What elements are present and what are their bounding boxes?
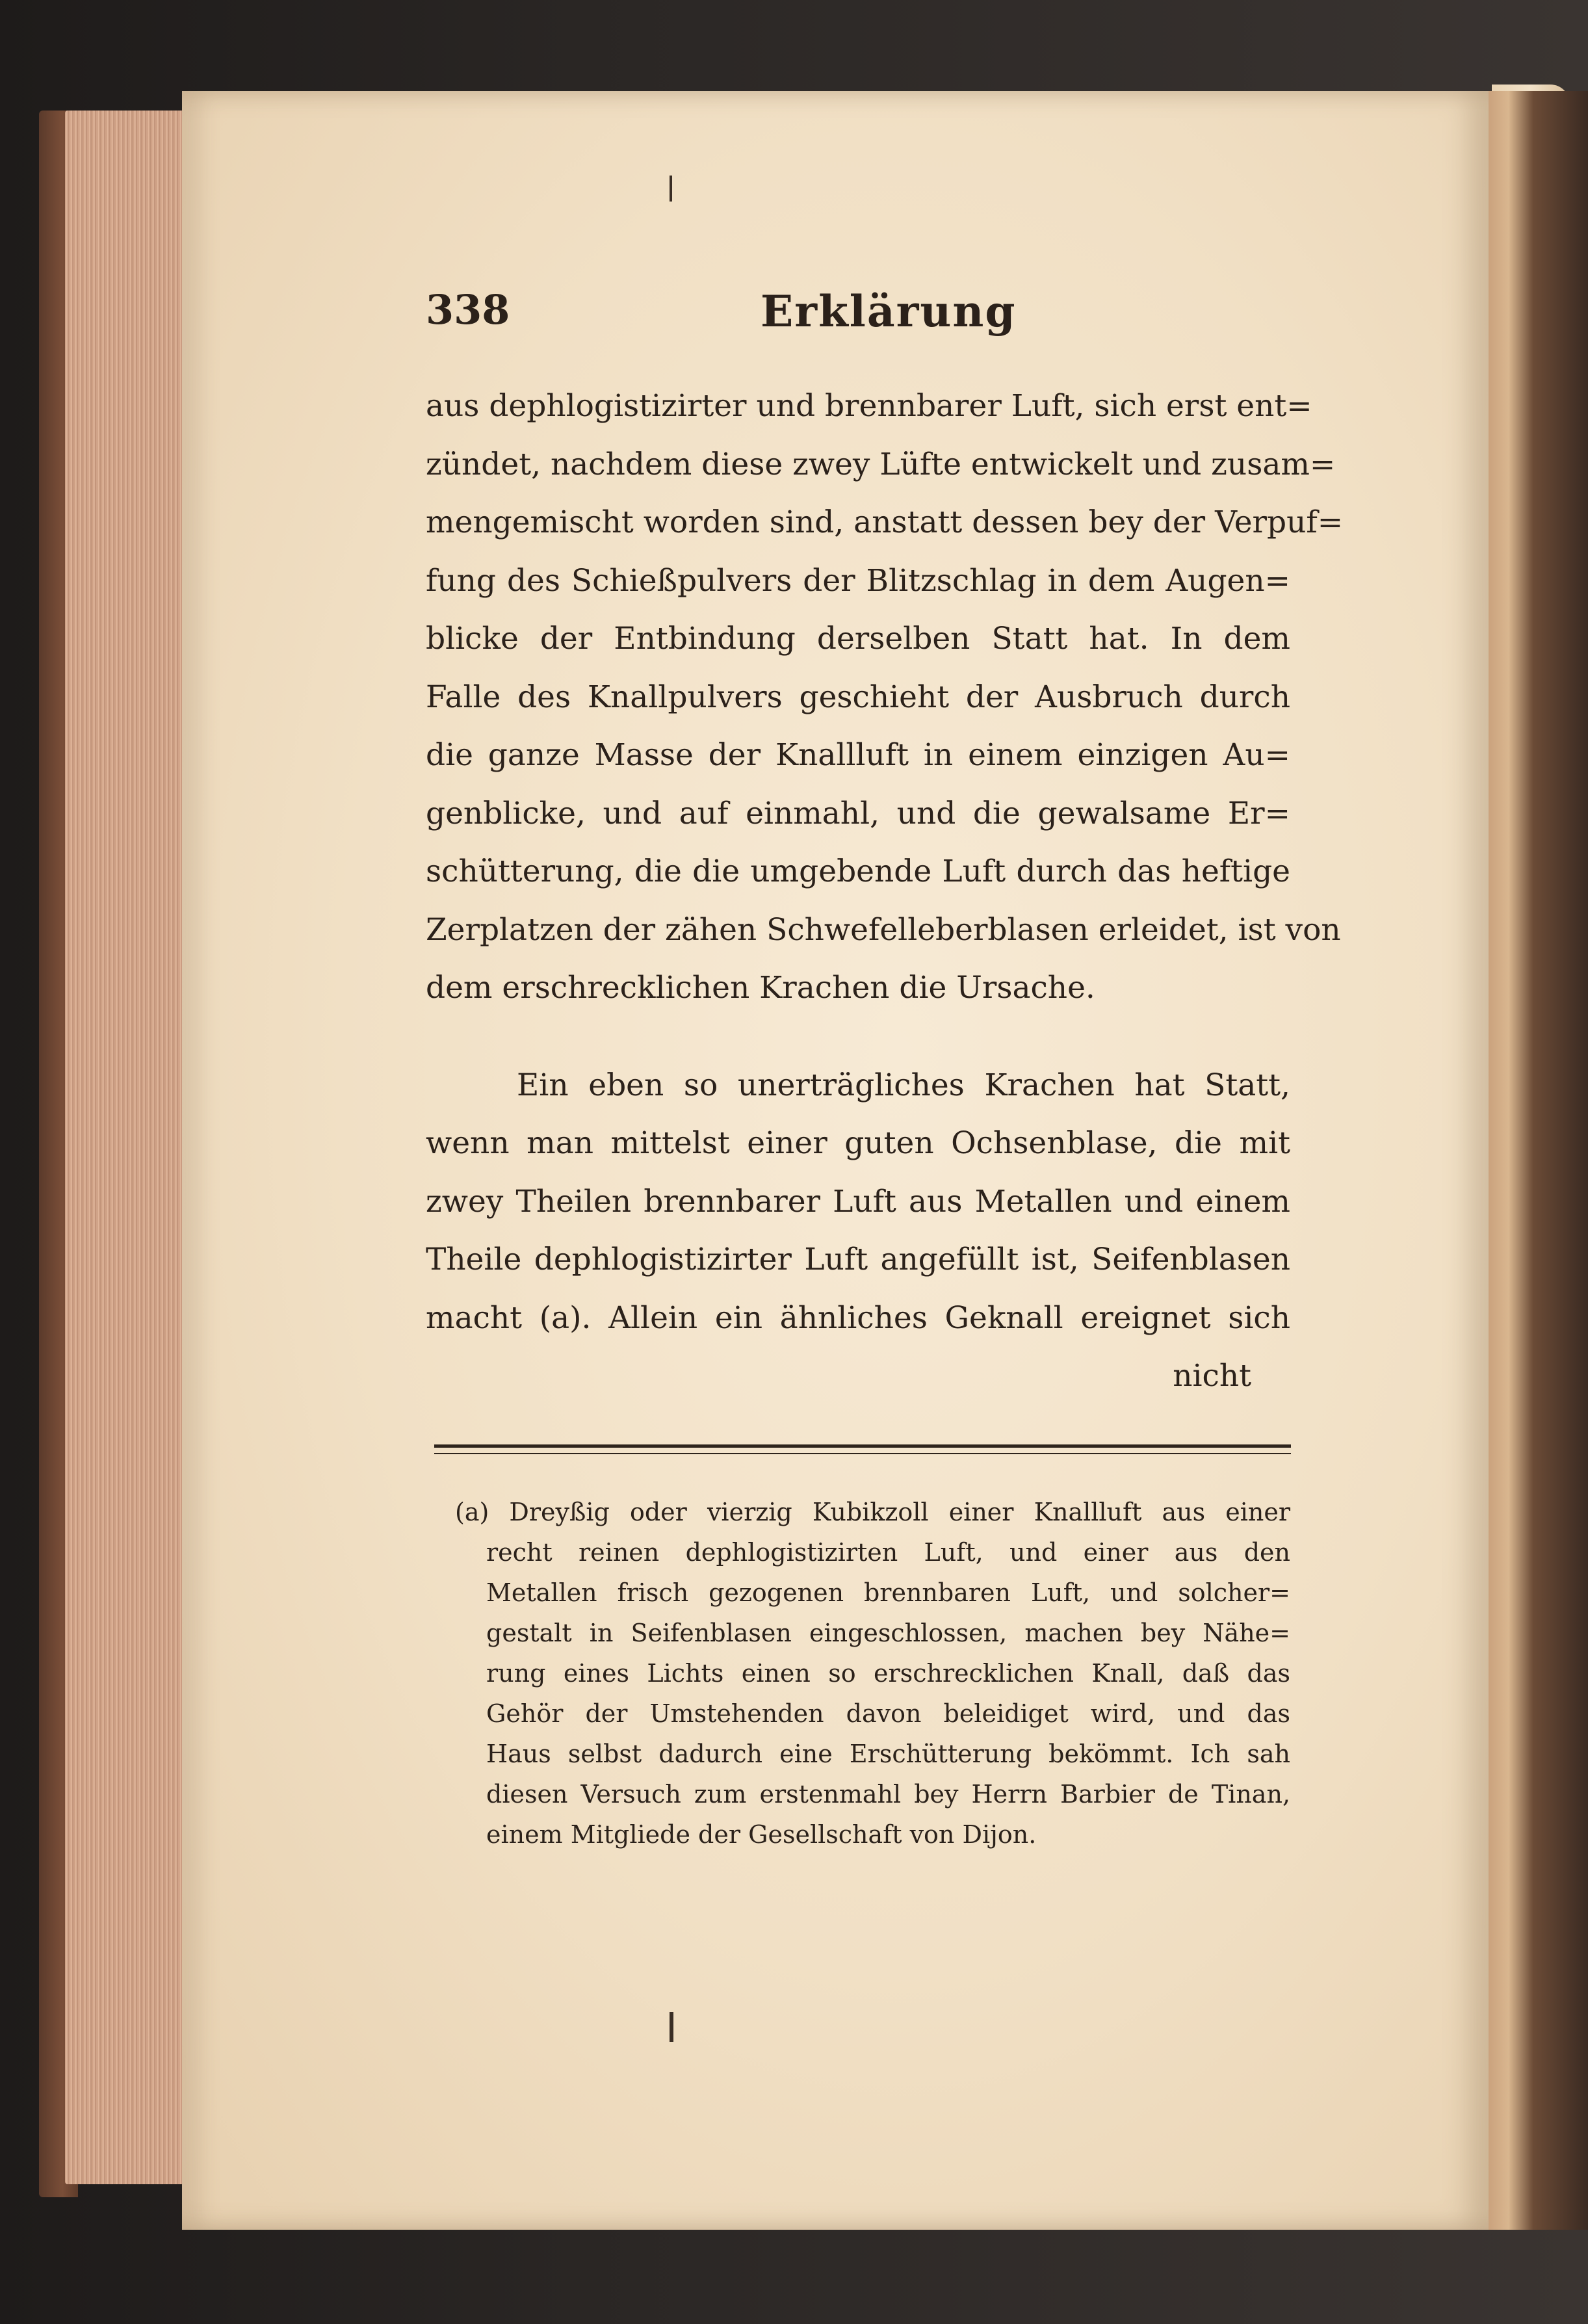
- text-line: zündet, nachdem diese zwey Lüfte entwickelt und zusam=: [426, 446, 1336, 482]
- text-line: mengemischt worden sind, anstatt dessen bey der Verpuf=: [426, 504, 1344, 540]
- text-line: genblicke, und auf einmahl, und die gewalsame Er=: [426, 795, 1290, 831]
- footnote-line: (a) Dreyßig oder vierzig Kubikzoll einer Knallluft aus einer: [455, 1498, 1290, 1526]
- ink-speck: [670, 2012, 673, 2042]
- text-line: aus dephlogistizirter und brennbarer Luft, sich erst ent=: [426, 388, 1312, 424]
- footnote-line: Gehör der Umstehenden davon beleidiget wird, und das: [486, 1699, 1290, 1728]
- footnote-line: Metallen frisch gezogenen brennbaren Luft, und solcher=: [486, 1578, 1290, 1607]
- footnote-line: diesen Versuch zum erstenmahl bey Herrn Barbier de Tinan,: [486, 1780, 1290, 1808]
- page-number: 338: [426, 286, 510, 333]
- text-line: dem erschrecklichen Krachen die Ursache.: [426, 970, 1095, 1006]
- text-line: die ganze Masse der Knallluft in einem einzigen Au=: [426, 737, 1290, 773]
- footnote-line: recht reinen dephlogistizirten Luft, und einer aus den: [486, 1538, 1290, 1567]
- footnote-line: rung eines Lichts einen so erschrecklichen Knall, daß das: [486, 1659, 1290, 1688]
- footnote-rule: [434, 1444, 1291, 1454]
- text-line: Falle des Knallpulvers geschieht der Ausbruch durch: [426, 679, 1290, 715]
- main-text: [426, 377, 1344, 1405]
- page-header: [426, 286, 1290, 345]
- catchword: nicht: [1173, 1358, 1251, 1394]
- text-line: Theile dephlogistizirter Luft angefüllt ist, Seifenblasen: [426, 1242, 1290, 1277]
- text-line: fung des Schießpulvers der Blitzschlag in dem Augen=: [426, 562, 1290, 599]
- footnote: [455, 1492, 1290, 1855]
- ink-speck: [670, 176, 672, 202]
- right-cover: [1489, 91, 1588, 2230]
- text-line: wenn man mittelst einer guten Ochsenblase, die mit: [426, 1125, 1290, 1161]
- page-edges: [65, 111, 189, 2184]
- text-line: Zerplatzen der zähen Schwefelleberblasen erleidet, ist von: [426, 911, 1341, 948]
- text-line: Ein eben so unerträgliches Krachen hat Statt,: [517, 1067, 1290, 1103]
- text-line: zwey Theilen brennbarer Luft aus Metallen und einem: [426, 1183, 1290, 1220]
- paragraph-gap: [426, 1017, 1290, 1056]
- running-title: Erklärung: [761, 286, 1017, 337]
- text-line: macht (a). Allein ein ähnliches Geknall ereignet sich: [426, 1299, 1290, 1336]
- footnote-line: einem Mitgliede der Gesellschaft von Dijon.: [486, 1820, 1037, 1849]
- footnote-line: Haus selbst dadurch eine Erschütterung bekömmt. Ich sah: [486, 1740, 1290, 1768]
- footnote-line: gestalt in Seifenblasen eingeschlossen, machen bey Nähe=: [486, 1619, 1290, 1647]
- text-line: blicke der Entbindung derselben Statt hat. In dem: [426, 621, 1290, 657]
- text-line: schütterung, die die umgebende Luft durch das heftige: [426, 854, 1290, 889]
